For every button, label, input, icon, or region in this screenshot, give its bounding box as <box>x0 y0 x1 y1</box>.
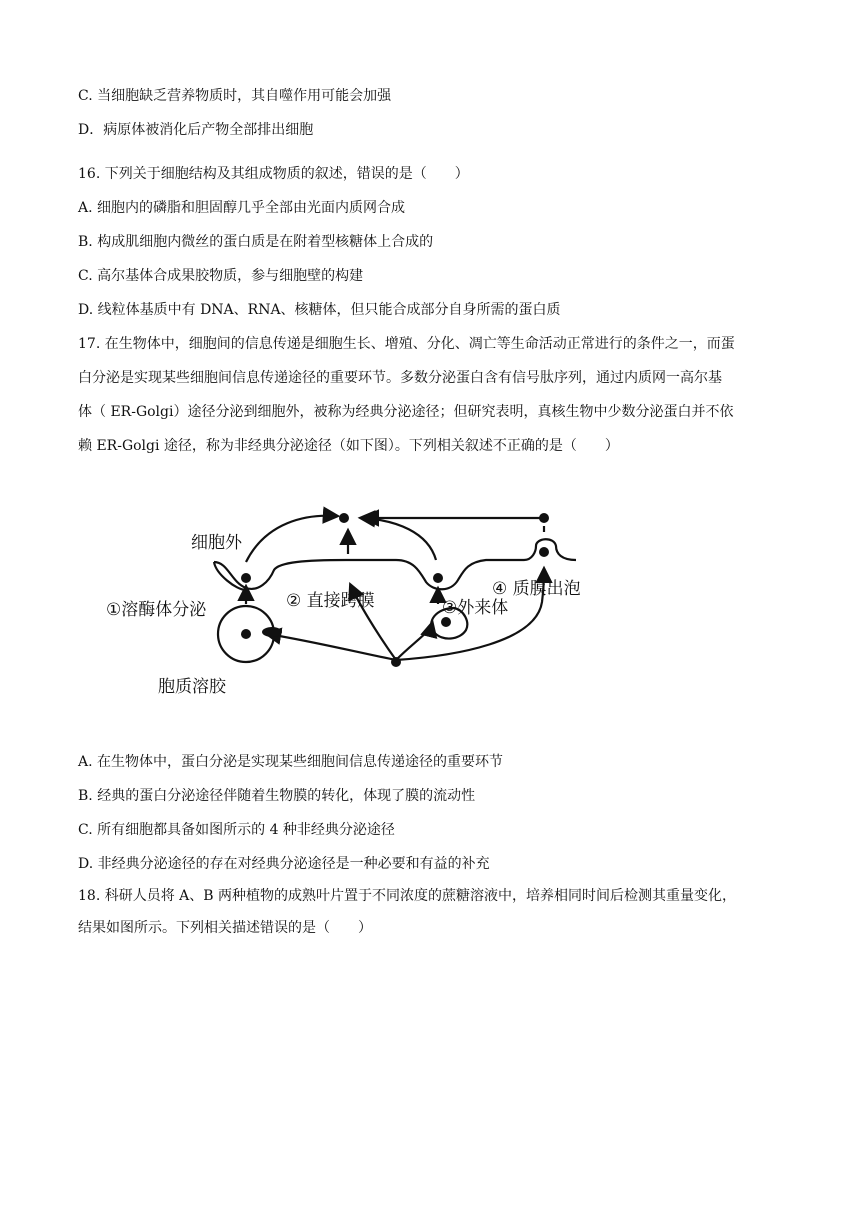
question-18-line1: 18. 科研人员将 A、B 两种植物的成熟叶片置于不同浓度的蔗糖溶液中，培养相同时间后检测其重量变化， <box>78 888 737 904</box>
question-16: 16. 下列关于细胞结构及其组成物质的叙述，错误的是（ ） <box>78 166 469 182</box>
label-path-3: ③外来体 <box>442 598 509 618</box>
label-path-2: ② 直接跨膜 <box>286 591 375 611</box>
option-16c: C. 高尔基体合成果胶物质，参与细胞壁的构建 <box>78 268 364 284</box>
option-17a: A. 在生物体中，蛋白分泌是实现某些细胞间信息传递途径的重要环节 <box>78 754 504 770</box>
option-16d: D. 线粒体基质中有 DNA、RNA、核糖体，但只能合成部分自身所需的蛋白质 <box>78 302 561 318</box>
line-c15: C. 当细胞缺乏营养物质时，其自噬作用可能会加强 <box>78 88 392 104</box>
label-cytosol: 胞质溶胶 <box>158 677 226 697</box>
option-17d: D. 非经典分泌途径的存在对经典分泌途径是一种必要和有益的补充 <box>78 856 490 872</box>
label-path-4: ④ 质膜出泡 <box>492 579 581 599</box>
option-17b: B. 经典的蛋白分泌途径伴随着生物膜的转化，体现了膜的流动性 <box>78 788 476 804</box>
question-18-line2: 结果如图所示。下列相关描述错误的是（ ） <box>78 920 372 936</box>
option-16a: A. 细胞内的磷脂和胆固醇几乎全部由光面内质网合成 <box>78 200 406 216</box>
label-outside: 细胞外 <box>191 533 242 553</box>
question-17-line4: 赖 ER-Golgi 途径，称为非经典分泌途径（如下图）。下列相关叙述不正确的是（ ） <box>78 438 619 454</box>
secretion-diagram <box>96 482 596 712</box>
label-path-1: ①溶酶体分泌 <box>106 600 207 620</box>
line-d15: D．病原体被消化后产物全部排出细胞 <box>78 122 314 138</box>
question-17-line1: 17. 在生物体中，细胞间的信息传递是细胞生长、增殖、分化、凋亡等生命活动正常进行的条件之一，而蛋 <box>78 336 735 352</box>
question-17-line2: 白分泌是实现某些细胞间信息传递途径的重要环节。多数分泌蛋白含有信号肽序列，通过内质网一高尔基 <box>78 370 722 386</box>
question-17-line3: 体（ ER-Golgi）途径分泌到细胞外，被称为经典分泌途径；但研究表明，真核生物中少数分泌蛋白并不依 <box>78 404 734 420</box>
option-16b: B. 构成肌细胞内微丝的蛋白质是在附着型核糖体上合成的 <box>78 234 434 250</box>
option-17c: C. 所有细胞都具备如图所示的 4 种非经典分泌途径 <box>78 822 395 838</box>
